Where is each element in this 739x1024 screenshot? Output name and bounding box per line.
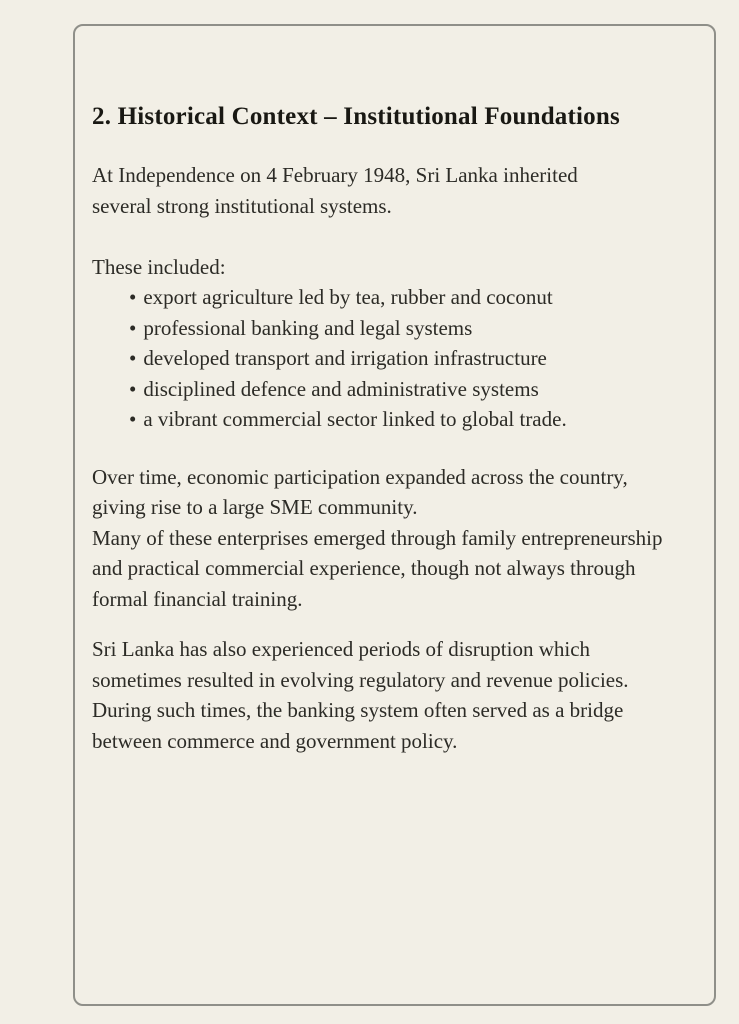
bullet-icon: • [129,315,137,340]
bullet-list [92,282,700,435]
list-intro-label: These included: [92,254,226,279]
text-line: formal financial training. [92,586,303,611]
text-line: giving rise to a large SME community. [92,495,418,519]
list-item-text: a vibrant commercial sector linked to global trade. [143,407,567,431]
bullet-icon: • [129,285,137,309]
list-item-text: professional banking and legal systems [143,315,473,340]
paragraph-disruption [92,634,700,756]
list-item [92,404,700,435]
text-line: several strong institutional systems. [92,193,392,218]
page-frame [73,24,716,1006]
list-item [92,374,700,405]
text-line: and practical commercial experience, though not always through [92,556,636,580]
list-item-text: disciplined defence and administrative systems [143,376,539,401]
bullet-icon: • [129,346,137,370]
text-line: between commerce and government policy. [92,728,458,753]
paragraph-independence [92,160,700,221]
list-item [92,282,700,313]
bullet-icon: • [129,407,137,431]
paragraph-sme-community [92,462,700,615]
list-item-text: developed transport and irrigation infrastructure [143,346,547,370]
list-item [92,313,700,344]
list-item [92,343,700,374]
text-line: sometimes resulted in evolving regulatory and revenue policies. [92,667,629,692]
bullet-icon: • [129,376,137,401]
text-line: Many of these enterprises emerged through family entrepreneurship [92,525,663,550]
text-line: Over time, economic participation expanded across the country, [92,464,628,489]
list-item-text: export agriculture led by tea, rubber and coconut [143,285,553,309]
text-line: Sri Lanka has also experienced periods of disruption which [92,637,591,661]
text-line: At Independence on 4 February 1948, Sri Lanka inherited [92,163,578,187]
page-title: 2. Historical Context – Institutional Foundations [92,103,620,130]
text-line: During such times, the banking system often served as a bridge [92,698,624,722]
